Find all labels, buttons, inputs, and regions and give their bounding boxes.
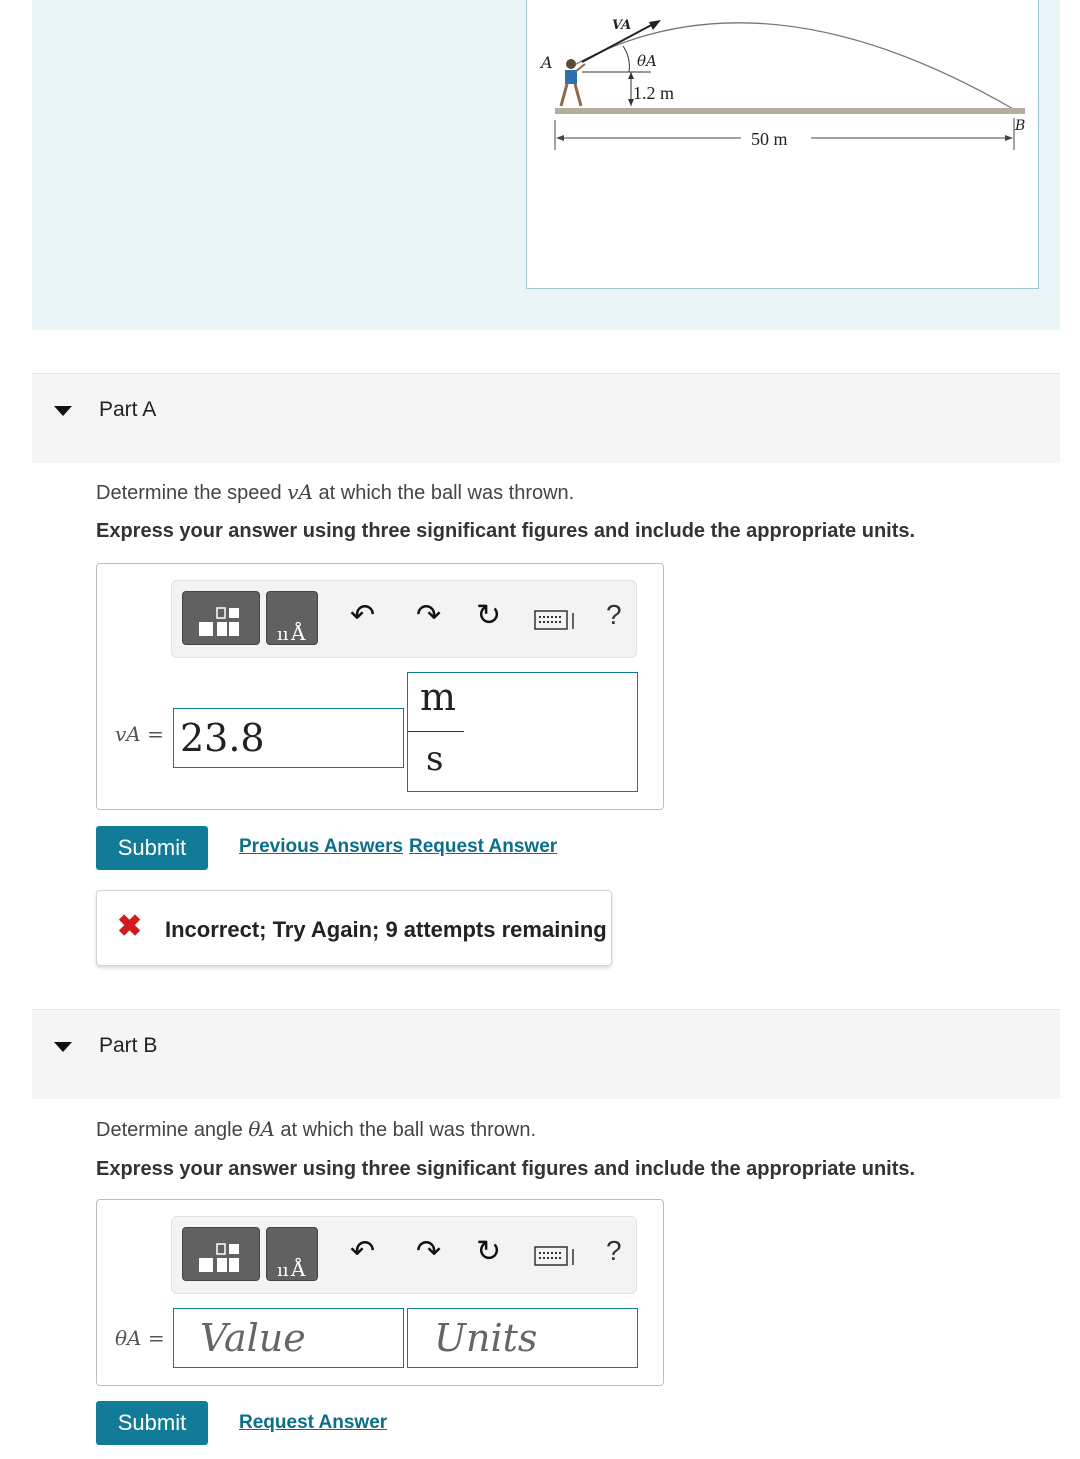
part-b-header[interactable] xyxy=(32,1009,1060,1099)
part-b-answer-box xyxy=(96,1199,664,1386)
part-b-request-answer-link[interactable]: Request Answer xyxy=(239,1412,388,1433)
va-value-input[interactable]: 23.8 xyxy=(173,708,404,768)
part-b-submit-button[interactable]: Submit xyxy=(96,1401,208,1445)
fraction-bar xyxy=(408,731,464,732)
collapse-caret-icon[interactable] xyxy=(54,406,72,416)
part-a-submit-button[interactable]: Submit xyxy=(96,826,208,870)
undo-icon[interactable]: ↶ xyxy=(350,1235,376,1268)
svg-text:Å: Å xyxy=(291,621,306,645)
part-a-request-answer-link[interactable]: Request Answer xyxy=(409,836,558,857)
templates-icon xyxy=(183,592,261,646)
redo-icon[interactable]: ↷ xyxy=(416,1235,442,1268)
question-variable: θA xyxy=(248,1117,275,1141)
previous-answers-link[interactable]: Previous Answers xyxy=(239,836,404,857)
symbols-icon xyxy=(267,1228,319,1282)
point-a-label: A xyxy=(541,53,553,72)
reset-icon[interactable]: ↻ xyxy=(476,1235,502,1268)
projectile-diagram xyxy=(527,0,1040,289)
symbols-icon xyxy=(267,592,319,646)
part-b-title: Part B xyxy=(99,1034,158,1057)
part-a-question xyxy=(96,480,574,505)
templates-button[interactable] xyxy=(182,1227,260,1281)
templates-icon xyxy=(183,1228,261,1282)
help-icon[interactable]: ? xyxy=(606,1235,622,1266)
problem-figure-panel xyxy=(32,0,1060,330)
symbols-button[interactable] xyxy=(266,1227,318,1281)
distance-dimension-label: 50 m xyxy=(751,129,788,149)
question-variable: vA xyxy=(287,480,313,504)
part-a-header[interactable] xyxy=(32,373,1060,463)
redo-icon[interactable]: ↷ xyxy=(416,599,442,632)
help-icon[interactable]: ? xyxy=(606,599,622,630)
va-figure-label: VA xyxy=(612,18,632,33)
svg-text:Å: Å xyxy=(291,1257,306,1281)
ground xyxy=(555,108,1025,114)
collapse-caret-icon[interactable] xyxy=(54,1042,72,1052)
va-units-input[interactable] xyxy=(407,672,638,792)
keyboard-icon[interactable] xyxy=(534,1245,578,1269)
va-label: vA = xyxy=(115,722,164,746)
part-a-instruction: Express your answer using three significant figures and include the appropriate units. xyxy=(96,520,916,542)
theta-label: θA = xyxy=(115,1326,165,1350)
undo-icon[interactable]: ↶ xyxy=(350,599,376,632)
svg-text:ıı: ıı xyxy=(277,1260,289,1281)
question-text-end: at which the ball was thrown. xyxy=(318,482,575,504)
part-b-question xyxy=(96,1117,536,1142)
part-a-title: Part A xyxy=(99,398,157,421)
svg-text:ıı: ıı xyxy=(277,624,289,645)
templates-button[interactable] xyxy=(182,591,260,645)
part-b-instruction: Express your answer using three significant figures and include the appropriate units. xyxy=(96,1158,916,1180)
equation-toolbar xyxy=(171,580,637,658)
feedback-text: Incorrect; Try Again; 9 attempts remaining xyxy=(165,917,607,942)
theta-figure-label: θA xyxy=(637,52,657,70)
unit-denominator: s xyxy=(426,739,444,779)
point-b-label: B xyxy=(1015,118,1026,134)
question-text-end: at which the ball was thrown. xyxy=(280,1119,537,1141)
equation-toolbar xyxy=(171,1216,637,1294)
theta-units-input[interactable]: Units xyxy=(407,1308,638,1368)
symbols-button[interactable] xyxy=(266,591,318,645)
unit-numerator: m xyxy=(420,675,457,719)
theta-value-input[interactable]: Value xyxy=(173,1308,404,1368)
projectile-figure xyxy=(526,0,1039,289)
thrower-figure xyxy=(561,59,585,106)
height-dimension-label: 1.2 m xyxy=(633,83,675,103)
incorrect-x-icon: ✖ xyxy=(117,910,143,943)
question-text: Determine the speed xyxy=(96,482,282,504)
feedback-message xyxy=(96,890,612,966)
question-text: Determine angle xyxy=(96,1119,243,1141)
reset-icon[interactable]: ↻ xyxy=(476,599,502,632)
keyboard-icon[interactable] xyxy=(534,609,578,633)
part-a-answer-box xyxy=(96,563,664,810)
